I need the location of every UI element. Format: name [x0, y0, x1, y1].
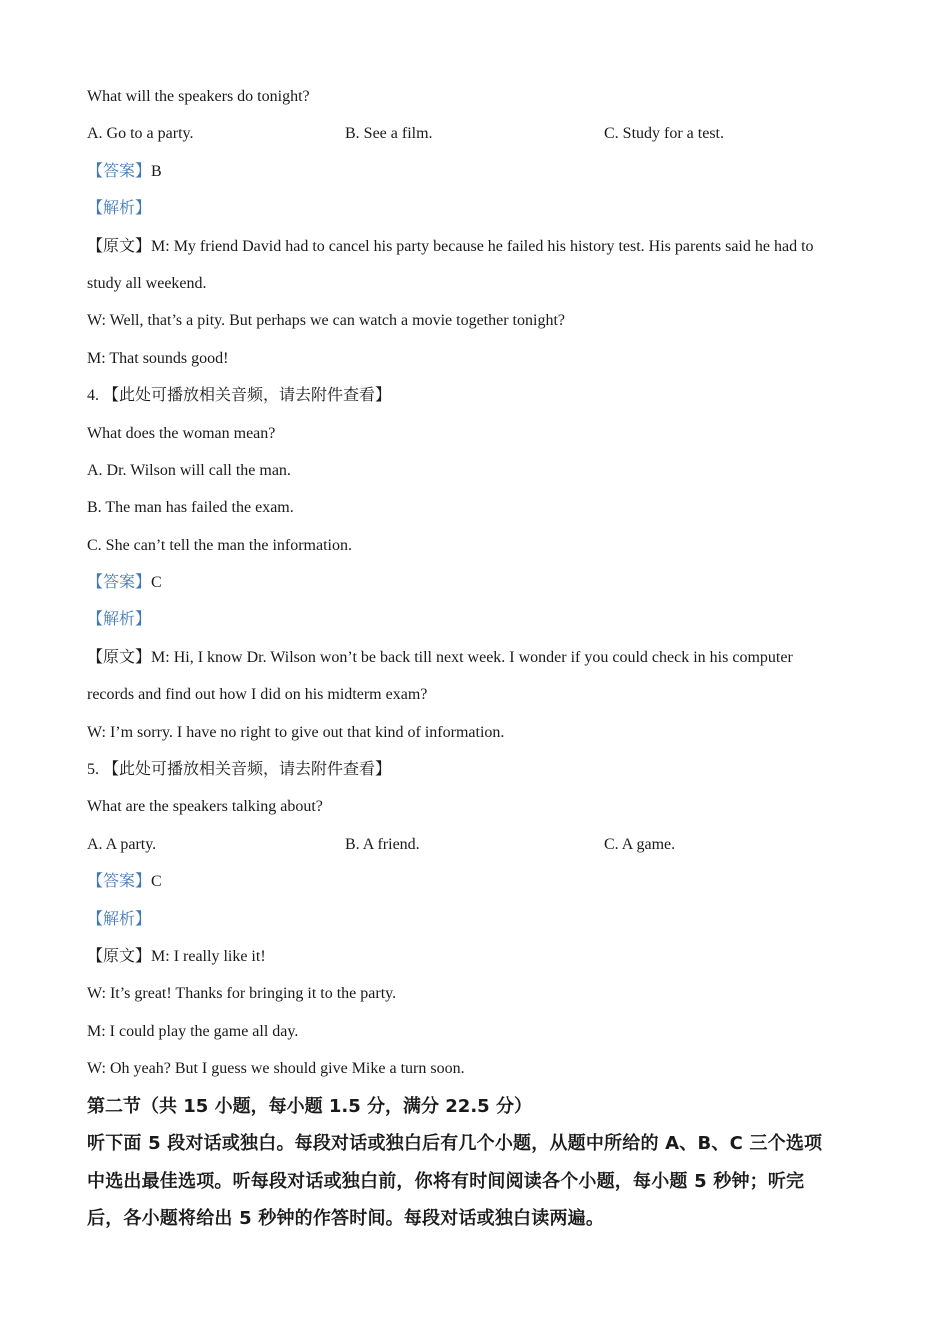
- transcript-label: 【原文】: [87, 648, 152, 666]
- q3-answer-line: [87, 153, 867, 190]
- answer-label: 【答案】: [87, 574, 152, 592]
- q5-option-c: C. A game.: [604, 835, 676, 853]
- q5-transcript-line-1: [87, 938, 867, 975]
- q3-transcript-line-1b: study all weekend.: [87, 274, 207, 292]
- q3-answer: B: [151, 162, 162, 180]
- q3-transcript-line-2: W: Well, that’s a pity. But perhaps we can watch a movie together tonight?: [87, 312, 565, 330]
- q5-question: What are the speakers talking about?: [87, 798, 323, 816]
- q4-answer: C: [151, 574, 162, 592]
- section-heading: 第二节（共 15 小题，每小题 1.5 分，满分 22.5 分）: [87, 1095, 532, 1117]
- q4-transcript-line-1b: records and find out how I did on his midterm exam?: [87, 686, 428, 704]
- q3-analysis-label: 【解析】: [87, 200, 152, 218]
- transcript-label: 【原文】: [87, 947, 152, 965]
- answer-label: 【答案】: [87, 873, 152, 891]
- q4-option-a: A. Dr. Wilson will call the man.: [87, 461, 291, 479]
- q3-options: [87, 115, 867, 152]
- q3-question: What will the speakers do tonight?: [87, 88, 310, 105]
- q5-transcript-line-2: W: It’s great! Thanks for bringing it to the party.: [87, 985, 397, 1003]
- q3-option-b: B. See a film.: [345, 125, 433, 143]
- q5-transcript-1: M: I really like it!: [151, 947, 266, 965]
- q5-answer: C: [151, 873, 162, 891]
- q4-analysis-label: 【解析】: [87, 611, 152, 629]
- q3-transcript-line-3: M: That sounds good!: [87, 349, 229, 367]
- q5-option-b: B. A friend.: [345, 835, 420, 853]
- q4-option-b: B. The man has failed the exam.: [87, 499, 294, 517]
- q5-transcript-line-4: W: Oh yeah? But I guess we should give Mike a turn soon.: [87, 1060, 465, 1078]
- q5-number-line[interactable]: 5. 【此处可播放相关音频，请去附件查看】: [87, 761, 392, 779]
- q3-option-a: A. Go to a party.: [87, 125, 194, 143]
- q5-analysis-label: 【解析】: [87, 910, 152, 928]
- q5-options: [87, 826, 867, 863]
- q4-number-line[interactable]: 4. 【此处可播放相关音频，请去附件查看】: [87, 387, 392, 405]
- answer-label: 【答案】: [87, 162, 152, 180]
- q4-transcript-line-1: [87, 639, 867, 676]
- q5-answer-line: [87, 863, 867, 900]
- q3-transcript-1: M: My friend David had to cancel his party because he failed his history test. His parents said he had to: [151, 237, 814, 255]
- q3-transcript-line-1: [87, 228, 867, 265]
- section-instructions-line-1: 听下面 5 段对话或独白。每段对话或独白后有几个小题，从题中所给的 A、B、C 三个选项: [87, 1133, 823, 1155]
- section-instructions-line-3: 后，各小题将给出 5 秒钟的作答时间。每段对话或独白读两遍。: [87, 1208, 605, 1230]
- document-page: [87, 78, 867, 1238]
- q5-option-a: A. A party.: [87, 835, 157, 853]
- q3-option-c: C. Study for a test.: [604, 125, 724, 143]
- q4-transcript-line-2: W: I’m sorry. I have no right to give out that kind of information.: [87, 723, 505, 741]
- q4-option-c: C. She can’t tell the man the information.: [87, 536, 352, 554]
- q4-question: What does the woman mean?: [87, 424, 276, 442]
- transcript-label: 【原文】: [87, 237, 152, 255]
- q4-answer-line: [87, 564, 867, 601]
- section-instructions-line-2: 中选出最佳选项。听每段对话或独白前，你将有时间阅读各个小题，每小题 5 秒钟；听完: [87, 1170, 805, 1192]
- q4-transcript-1: M: Hi, I know Dr. Wilson won’t be back till next week. I wonder if you could check in his computer: [151, 648, 793, 666]
- q5-transcript-line-3: M: I could play the game all day.: [87, 1022, 299, 1040]
